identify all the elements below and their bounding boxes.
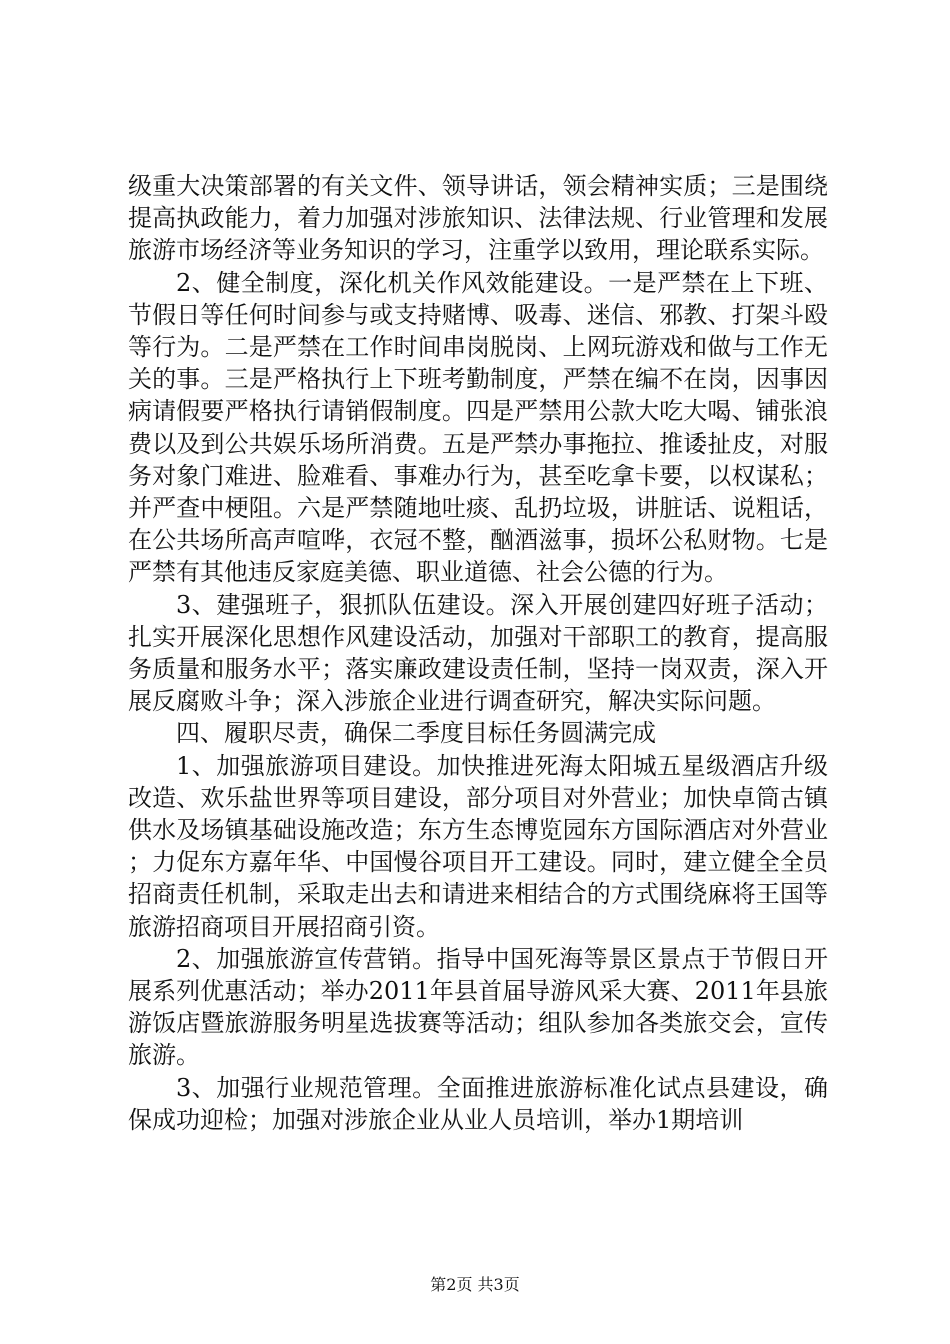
paragraph-7: 3、加强行业规范管理。全面推进旅游标准化试点县建设，确保成功迎检；加强对涉旅企业从业人员培训，举办1期培训 xyxy=(128,1073,828,1134)
page-number-label: 第2页 共3页 xyxy=(430,1275,520,1294)
paragraph-1: 级重大决策部署的有关文件、领导讲话，领会精神实质；三是围绕提高执政能力，着力加强对涉旅知识、法律法规、行业管理和发展旅游市场经济等业务知识的学习，注重学以致用，理论联系实际。 xyxy=(128,172,828,265)
page-footer xyxy=(0,1275,950,1295)
paragraph-6: 2、加强旅游宣传营销。指导中国死海等景区景点于节假日开展系列优惠活动；举办2011年县首届导游风采大赛、2011年县旅游饭店暨旅游服务明星选拔赛等活动；组队参加各类旅交会，宣传旅游。 xyxy=(128,944,828,1070)
paragraph-3: 3、建强班子，狠抓队伍建设。深入开展创建四好班子活动；扎实开展深化思想作风建设活动，加强对干部职工的教育，提高服务质量和服务水平；落实廉政建设责任制，坚持一岗双责，深入开展反腐败斗争；深入涉旅企业进行调查研究，解决实际问题。 xyxy=(128,590,828,716)
section-heading-4: 四、履职尽责，确保二季度目标任务圆满完成 xyxy=(176,719,656,748)
document-body xyxy=(128,170,828,1136)
paragraph-2: 2、健全制度，深化机关作风效能建设。一是严禁在上下班、节假日等任何时间参与或支持赌博、吸毒、迷信、邪教、打架斗殴等行为。二是严禁在工作时间串岗脱岗、上网玩游戏和做与工作无关的事。三是严格执行上下班考勤制度，严禁在编不在岗，因事因病请假要严格执行请销假制度。四是严禁用公款大吃大喝、铺张浪费以及到公共娱乐场所消费。五是严禁办事拖拉、推诿扯皮，对服务对象门难进、脸难看、事难办行为，甚至吃拿卡要，以权谋私；并严查中梗阻。六是严禁随地吐痰、乱扔垃圾，讲脏话、说粗话，在公共场所高声喧哗，衣冠不整，酗酒滋事，损坏公私财物。七是严禁有其他违反家庭美德、职业道德、社会公德的行为。 xyxy=(128,268,828,587)
paragraph-5: 1、加强旅游项目建设。加快推进死海太阳城五星级酒店升级改造、欢乐盐世界等项目建设，部分项目对外营业；加快卓筒古镇供水及场镇基础设施改造；东方生态博览园东方国际酒店对外营业；力促东方嘉年华、中国慢谷项目开工建设。同时，建立健全全员招商责任机制，采取走出去和请进来相结合的方式围绕麻将王国等旅游招商项目开展招商引资。 xyxy=(128,751,828,941)
